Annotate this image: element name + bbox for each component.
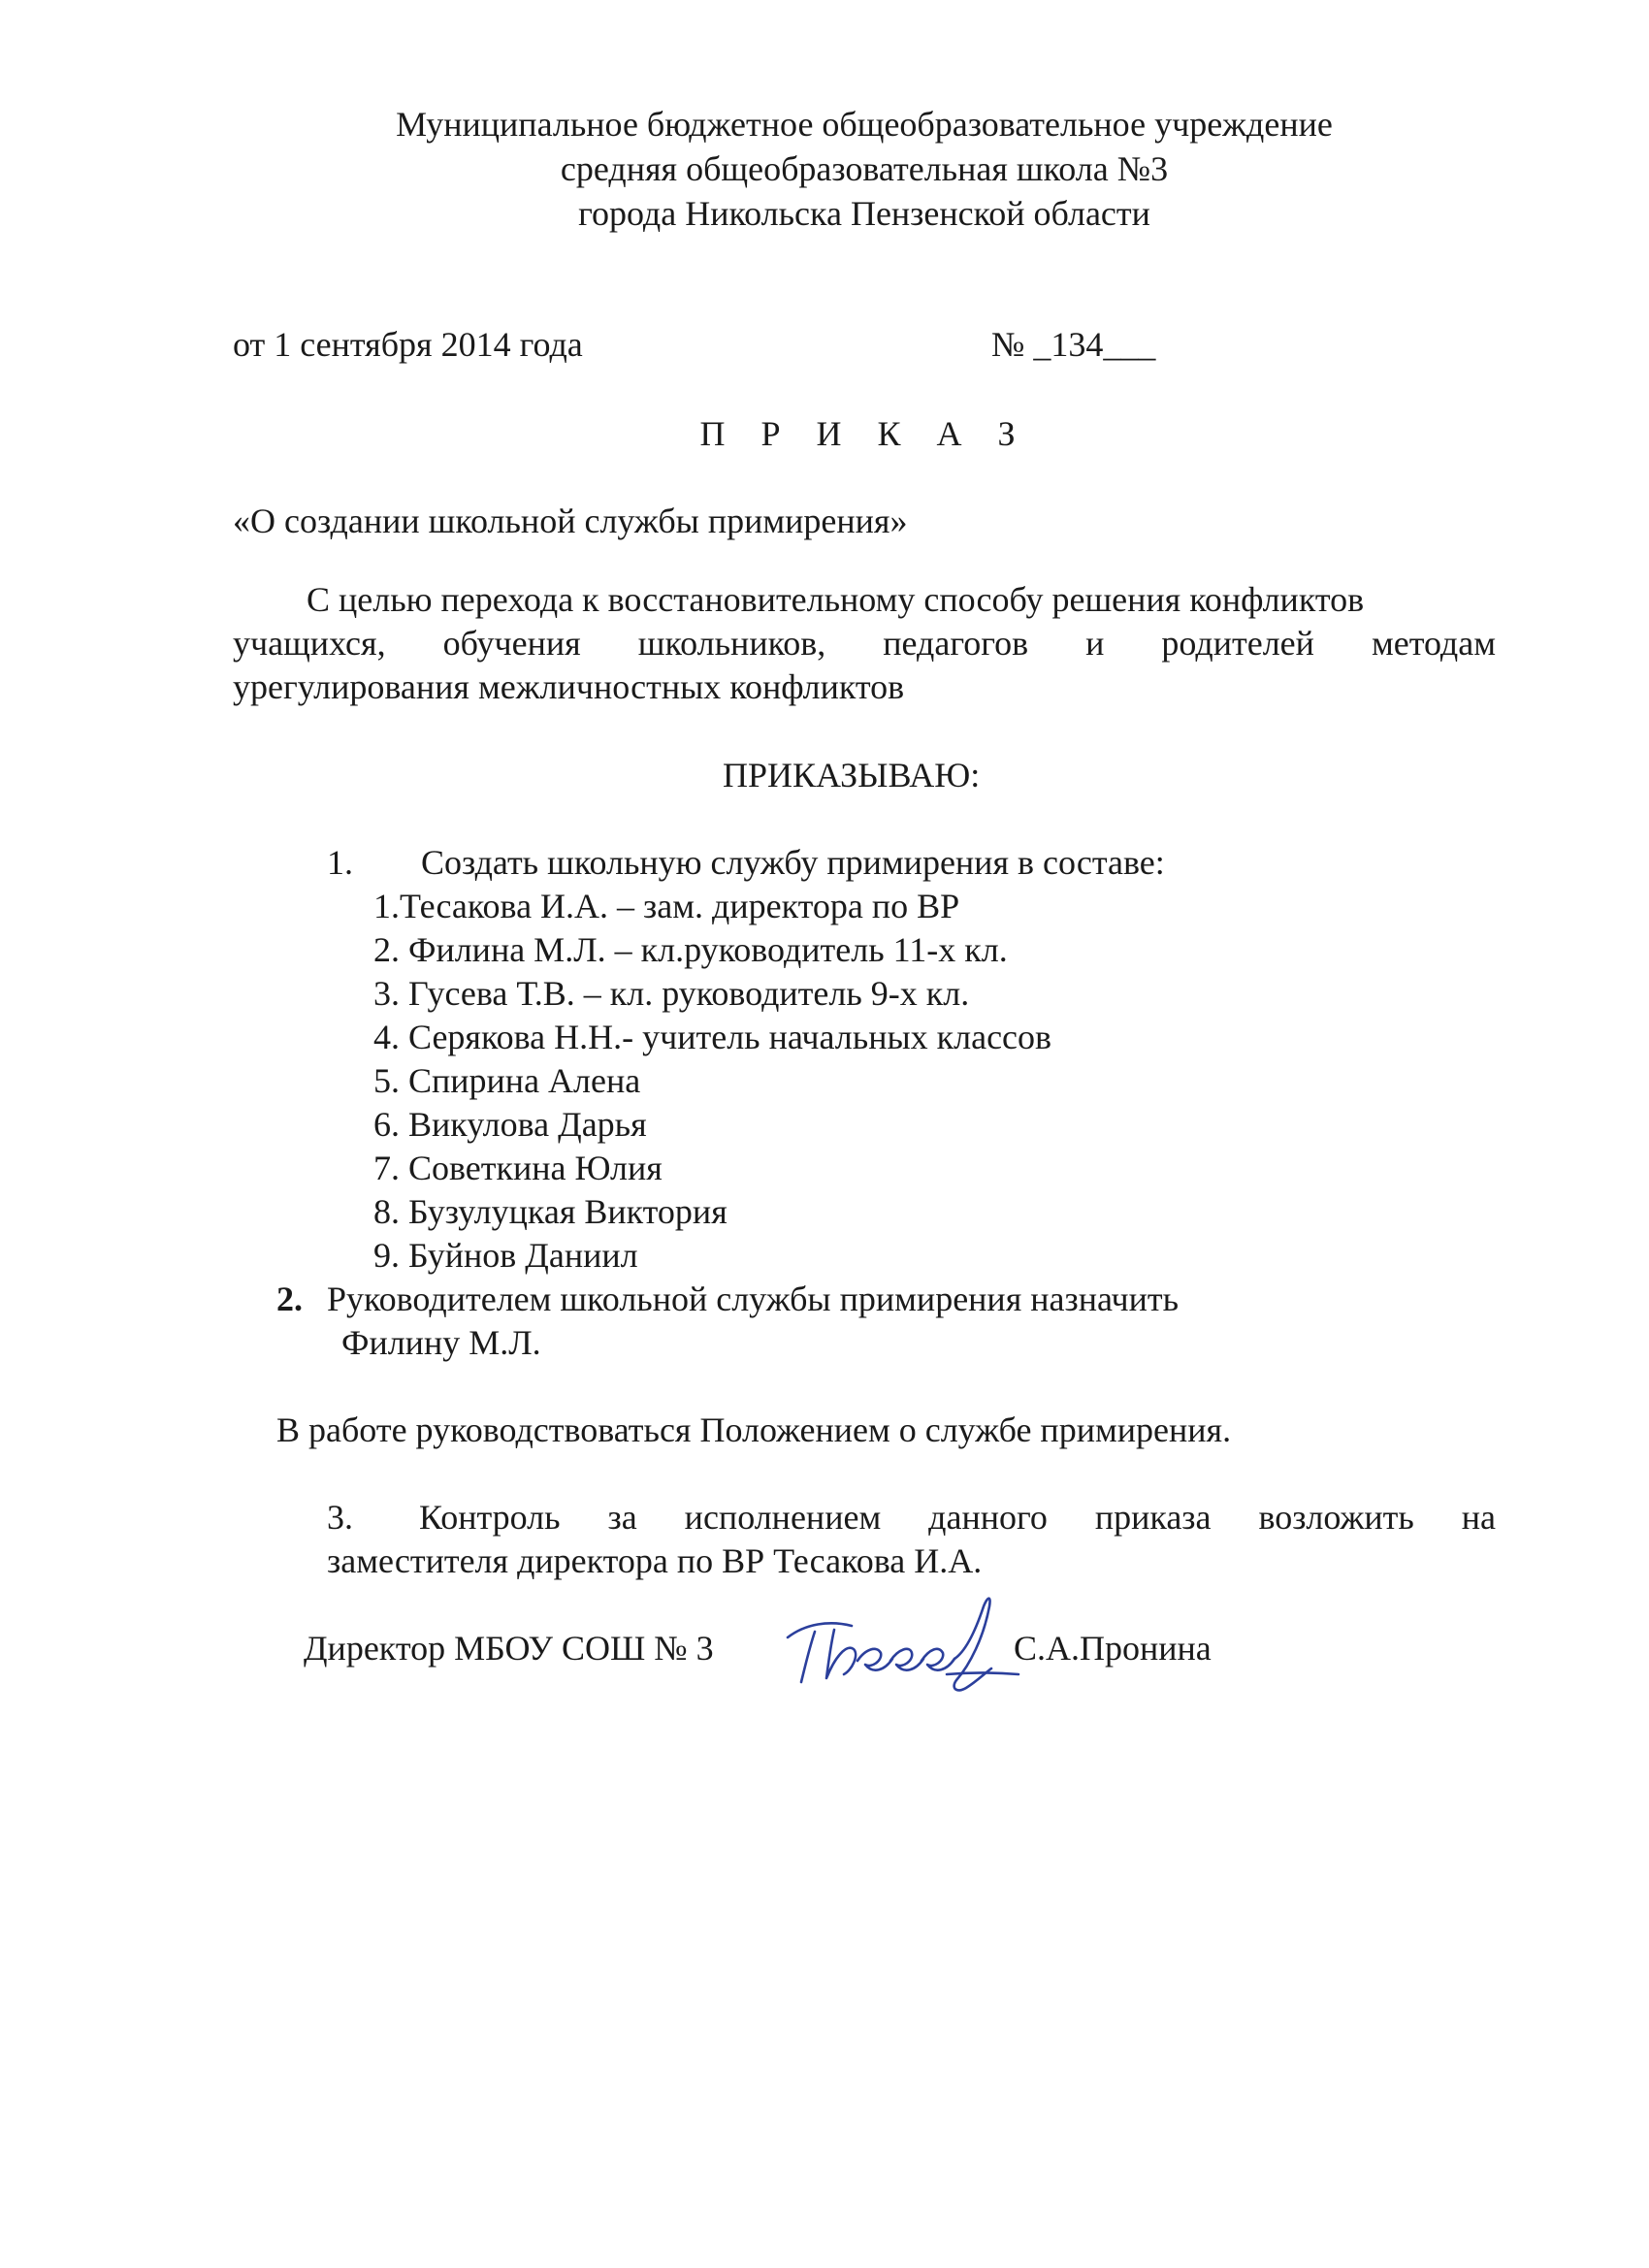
member-list-item: 9. Буйнов Даниил [373,1236,638,1275]
org-name-line-1: Муниципальное бюджетное общеобразовательное учреждение [396,105,1333,144]
order-date: от 1 сентября 2014 года [233,325,583,364]
item-3-line-1: Контроль за исполнением данного приказа возложить на [419,1498,1496,1537]
item-3-number: 3. [327,1498,353,1537]
member-list-item: 8. Бузулуцкая Виктория [373,1192,728,1231]
signatory-position: Директор МБОУ СОШ № 3 [304,1629,714,1668]
order-word: ПРИКАЗЫВАЮ: [723,756,981,794]
preamble-line-2: учащихся, обучения школьников, педагогов и родителей методам [233,624,1496,663]
member-list-item: 6. Викулова Дарья [373,1105,647,1144]
order-subject: «О создании школьной службы примирения» [233,502,908,540]
member-list-item: 3. Гусева Т.В. – кл. руководитель 9-х кл. [373,974,970,1013]
item-1-text: Создать школьную службу примирения в составе: [421,843,1165,882]
member-list-item: 5. Спирина Алена [373,1061,641,1100]
signatory-name: С.А.Пронина [1014,1629,1212,1668]
member-list-item: 7. Советкина Юлия [373,1149,663,1187]
preamble-line-3: урегулирования межличностных конфликтов [233,667,905,706]
item-3-line-2: заместителя директора по ВР Тесакова И.А. [327,1541,983,1580]
member-list-item: 2. Филина М.Л. – кл.руководитель 11-х кл. [373,930,1008,969]
org-name-line-2: средняя общеобразовательная школа №3 [560,149,1169,188]
guidance-note: В работе руководствоваться Положением о службе примирения. [276,1410,1232,1449]
member-list-item: 4. Серякова Н.Н.- учитель начальных классов [373,1018,1052,1056]
document-title: П Р И К А З [699,414,1029,453]
item-1-number: 1. [327,843,353,882]
org-name-line-3: города Никольска Пензенской области [578,194,1150,233]
order-number: № _134___ [991,325,1156,364]
item-2-line-2: Филину М.Л. [341,1323,541,1362]
preamble-line-1: С целью перехода к восстановительному способу решения конфликтов [307,580,1365,619]
handwritten-signature [776,1581,1028,1717]
item-2-number: 2. [276,1280,303,1318]
item-2-line-1: Руководителем школьной службы примирения назначить [327,1280,1180,1318]
member-list-item: 1.Тесакова И.А. – зам. директора по ВР [373,887,960,925]
